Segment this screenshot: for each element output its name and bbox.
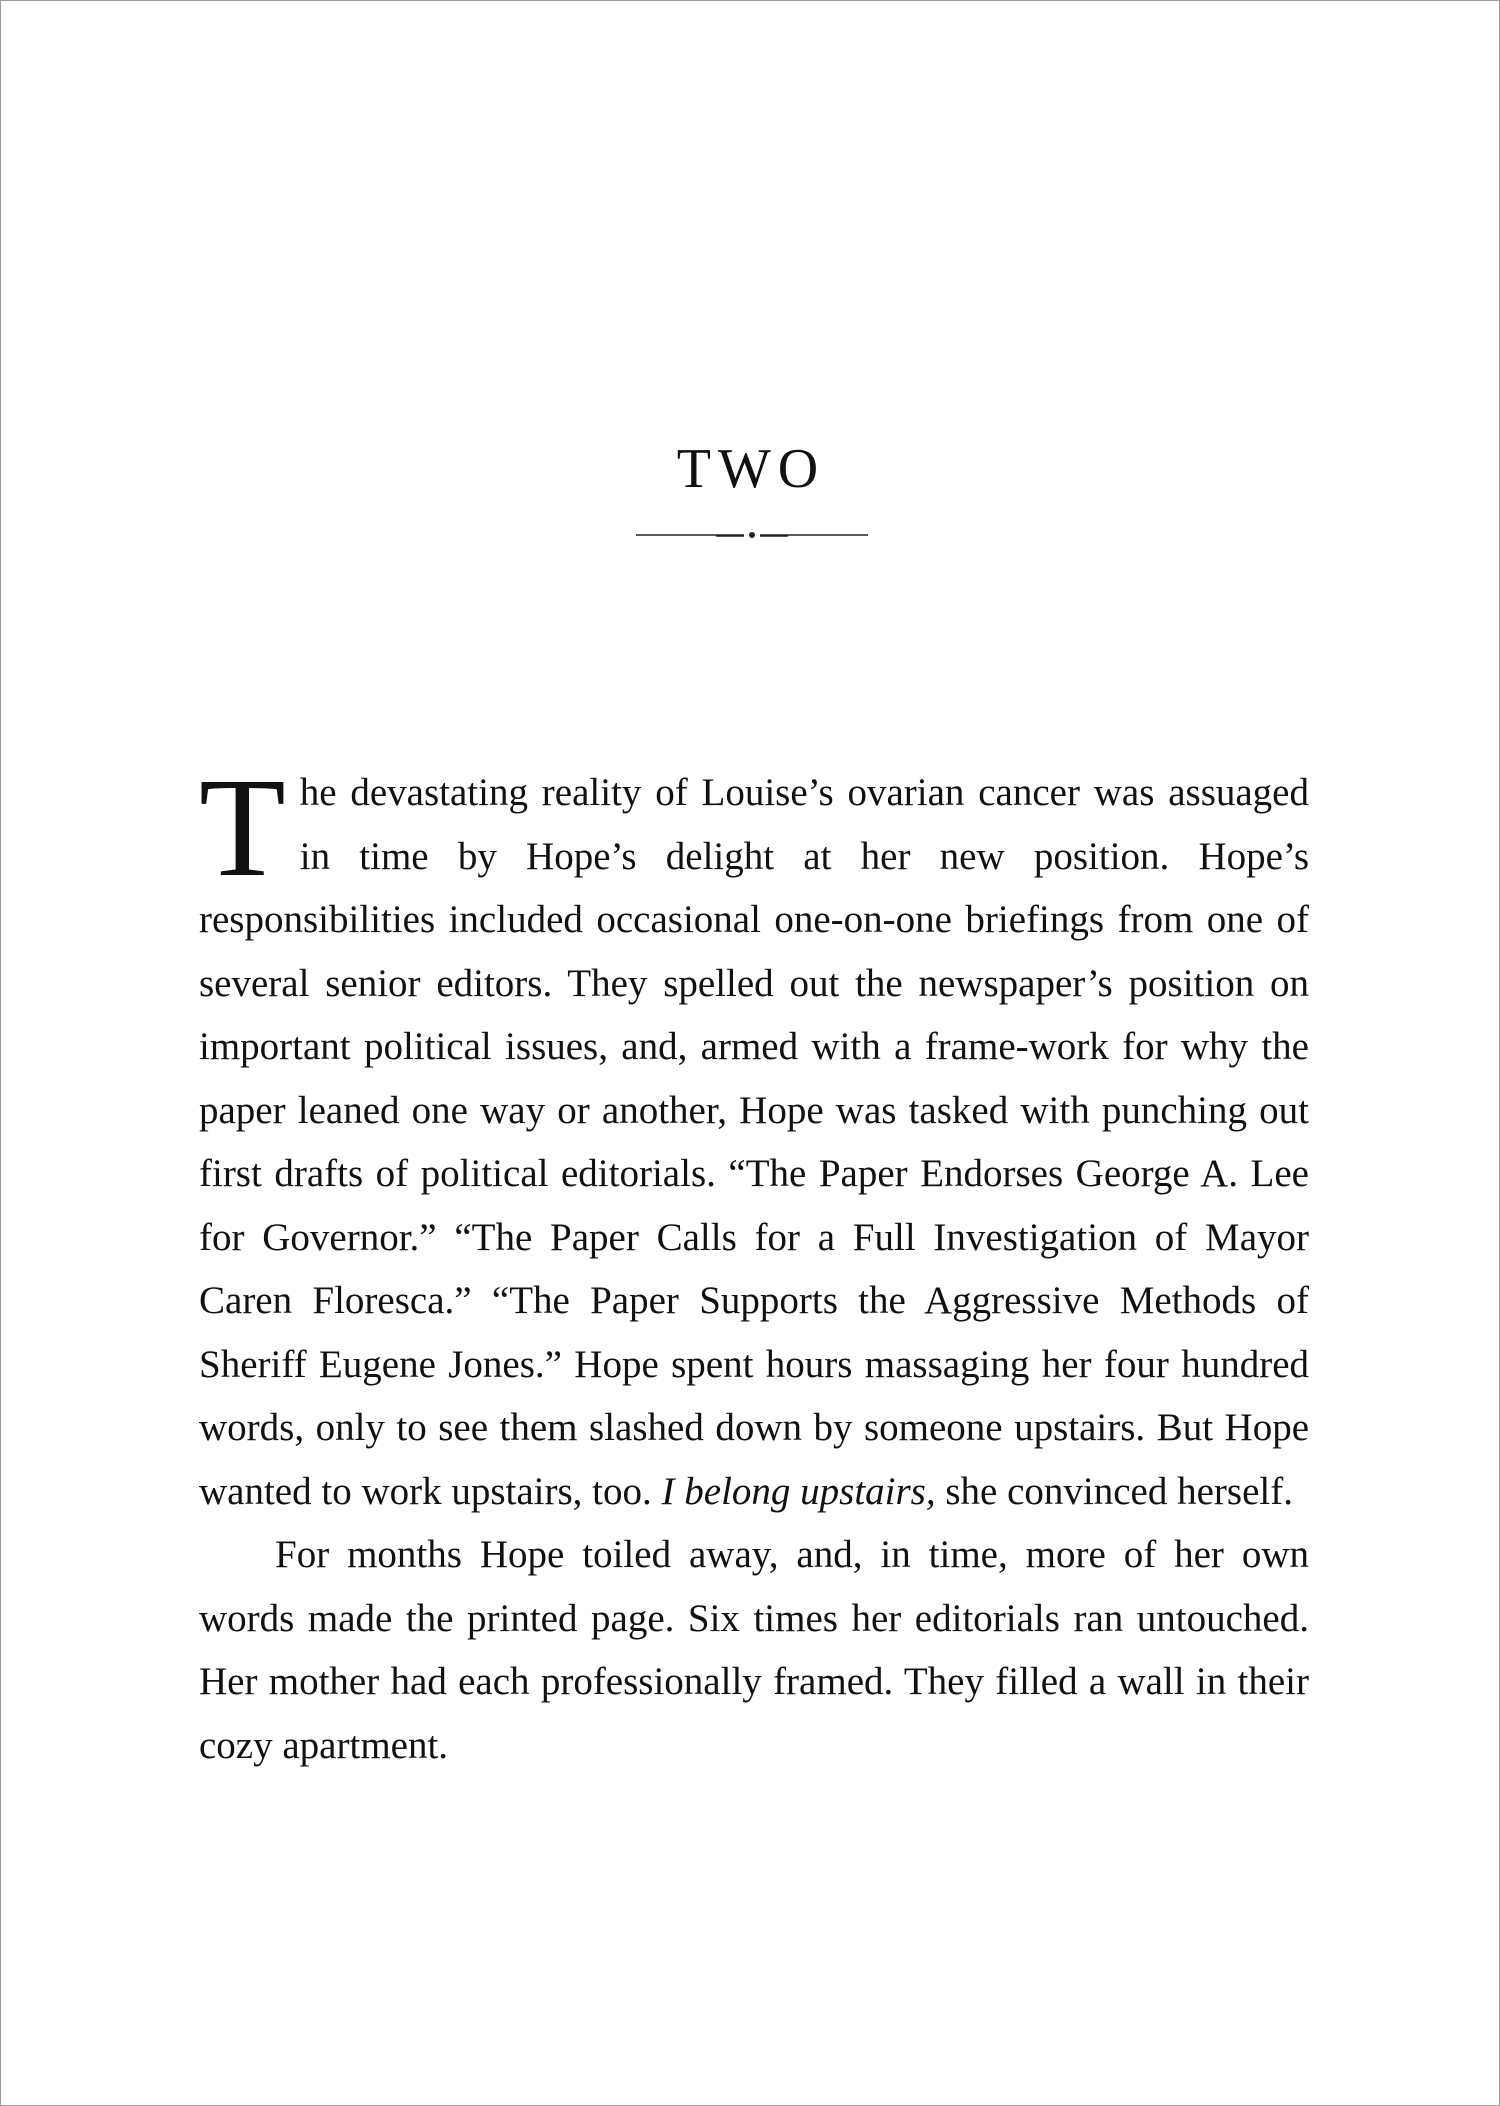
drop-cap: T xyxy=(199,748,286,906)
paragraph-first xyxy=(199,748,1309,1523)
italic-phrase: I belong upstairs, xyxy=(661,1469,936,1513)
paragraph-text-end: she convinced herself. xyxy=(935,1469,1293,1513)
paragraph-text: he devastating reality of Louise’s ovarian cancer was assuaged in time by Hope’s delight at her new position. Hope’s responsibilities included occasional one-on-one briefings from one of several senior editors. They spelled out the newspaper’s position on important political issues, and, armed with a frame-work for why the paper leaned one way or another, Hope was tasked with punching out first drafts of political editorials. “The Paper Endorses George A. Lee for Governor.” “The Paper Calls for a Full Investigation of Mayor Caren Floresca.” “The Paper Supports the Aggressive Methods of Sheriff Eugene Jones.” Hope spent hours massaging her four hundred words, only to see them slashed down by someone upstairs. But Hope wanted to work upstairs, too. xyxy=(199,771,1309,1513)
paragraph-second: For months Hope toiled away, and, in time, more of her own words made the printed page. Six times her editorials ran untouched. Her mother had each professionally framed. They filled a wall in their cozy apartment. xyxy=(199,1533,1309,1767)
chapter-body xyxy=(199,748,1309,1777)
chapter-title: TWO xyxy=(676,438,826,500)
chapter-ornament-divider xyxy=(636,525,868,545)
